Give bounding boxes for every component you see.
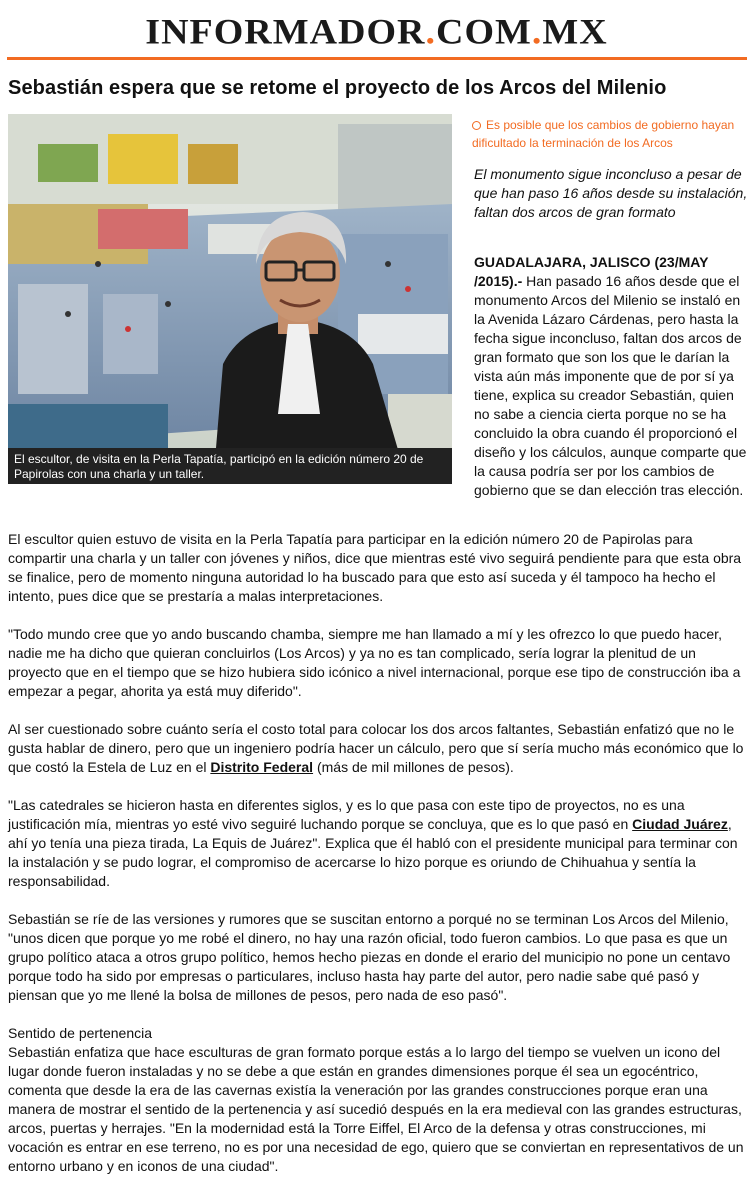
- logo-text-informador: INFORMADOR: [145, 12, 426, 52]
- paragraph-5: Sebastián se ríe de las versiones y rumores que se suscitan entorno a porqué no se terminan Los Arcos del Milenio, "unos dicen que porque yo me robé el dinero, no hay una razón oficial, todo fueron cambios. Lo que pasa es que un grupo político ataca a otros grupo político, hemos hecho piezas en donde el erario del municipio no pone un centavo porque todo ha sido por empresas o particulares, incluso hasta hay parte del autor, pero nadie sabe qué pasó y piensan que yo me llené la bolsa de millones de pesos, pero nada de eso pasó".: [8, 911, 731, 1003]
- paragraph-1: El escultor quien estuvo de visita en la Perla Tapatía para participar en la edición número 20 de Papirolas para compartir una charla y un taller con jóvenes y niños, dice que mientras esté vivo seguirá pendiente para que esta obra se finalice, pero de momento ninguna autoridad lo ha buscado para que esto así suceda y él tampoco ha hecho el intento, pues dice que se prestaría a malas interpretaciones.: [8, 531, 742, 604]
- link-ciudad-juarez[interactable]: Ciudad Juárez: [632, 816, 728, 832]
- paragraph-3-text-a: Al ser cuestionado sobre cuánto sería el costo total para colocar los dos arcos faltantes, Sebastián enfatizó que no le gusta hablar de dinero, pero que un ingeniero podría hacer un cálculo, pero que sí sería mucho más económico que lo que costó la Estela de Luz en el: [8, 721, 744, 775]
- photo-illustration: [8, 114, 452, 484]
- subheading: Sentido de pertenencia: [8, 1025, 152, 1041]
- paragraph-3-text-b: (más de mil millones de pesos).: [313, 759, 514, 775]
- related-link[interactable]: Es posible que los cambios de gobierno hayan dificultado la terminación de los Arcos: [472, 118, 735, 150]
- logo-dot-2: .: [531, 12, 543, 52]
- paragraph-3: [8, 720, 748, 777]
- logo-text-com: COM: [436, 12, 532, 52]
- article-summary: El monumento sigue inconcluso a pesar de que han paso 16 años desde su instalación, faltan dos arcos de gran formato: [474, 166, 748, 220]
- related-links: [472, 116, 746, 152]
- site-logo[interactable]: [0, 13, 753, 51]
- masthead-divider: [7, 57, 747, 60]
- bullet-icon: [472, 121, 481, 130]
- photo-caption: El escultor, de visita en la Perla Tapatía, participó en la edición número 20 de Papirolas con una charla y un taller.: [8, 448, 452, 484]
- article-body: [8, 530, 748, 1195]
- article-lead: [474, 253, 748, 500]
- paragraph-4-text-b: , ahí yo tenía una pieza tirada, La Equis de Juárez". Explica que él habló con el presidente municipal para terminar con la instalación y se pudo lograr, el compromiso de acercarse lo hizo porque es oriundo de Chihuahua y sentía la responsabilidad.: [8, 816, 738, 889]
- paragraph-4: [8, 796, 748, 891]
- masthead: [0, 0, 753, 60]
- logo-dot: .: [425, 12, 436, 52]
- logo-text-mx: MX: [542, 12, 608, 52]
- dateline: GUADALAJARA, JALISCO (23/MAY /2015).-: [474, 254, 709, 289]
- article-title: Sebastián espera que se retome el proyecto de los Arcos del Milenio: [8, 77, 667, 99]
- paragraph-6: Sebastián enfatiza que hace esculturas de gran formato porque estás a lo largo del tiempo se vuelven un icono del lugar donde fueron instaladas y no se debe a que están en grandes dimensiones porque él sea un egocéntrico, comenta que desde la era de las cavernas existía la veneración por las grandes construcciones porque eran una manera de mostrar el sentido de la pertenencia y así sucedió después en la era medieval con las grandes estructuras, arcos, puertas y herrajes. "En la modernidad está la Torre Eiffel, El Arco de la defensa y otras construcciones, mi vocación es entrar en ese terreno, no es por una necesidad de ego, quiero que se conviertan en representativos de un entorno urbano y en iconos de una ciudad".: [8, 1044, 744, 1174]
- article-photo[interactable]: [8, 114, 452, 484]
- paragraph-4-text-a: "Las catedrales se hicieron hasta en diferentes siglos, y es lo que pasa con este tipo de proyectos, no es una justificación mía, mientras yo esté vivo seguiré luchando porque se concluya, que es lo que pasó en: [8, 797, 685, 832]
- lead-text: Han pasado 16 años desde que el monumento Arcos del Milenio se instaló en la Avenida Lázaro Cárdenas, pero hasta la fecha sigue inconcluso, faltan dos arcos de gran formato que son los que le darían la vista aún más imponente que de por sí ya tiene, explica su creador Sebastián, quien no sabe a ciencia cierta porque no se ha concluido la obra cuando él proporcionó el diseño y los cálculos, aunque comparte que la causa podría ser por los cambios de gobierno que se dan elección tras elección.: [474, 273, 747, 498]
- paragraph-2: "Todo mundo cree que yo ando buscando chamba, siempre me han llamado a mí y les ofrezco lo que puedo hacer, nadie me ha dicho que quieran concluirlos (Los Arcos) y ya no es tan complicado, sería lograr la plenitud de un proyecto que en el tiempo que se hizo hubiera sido icónico a nivel internacional, porque ese tipo de construcción iba a empezar a pegar, ahorita ya está muy diferido".: [8, 626, 741, 699]
- link-distrito-federal[interactable]: Distrito Federal: [210, 759, 314, 775]
